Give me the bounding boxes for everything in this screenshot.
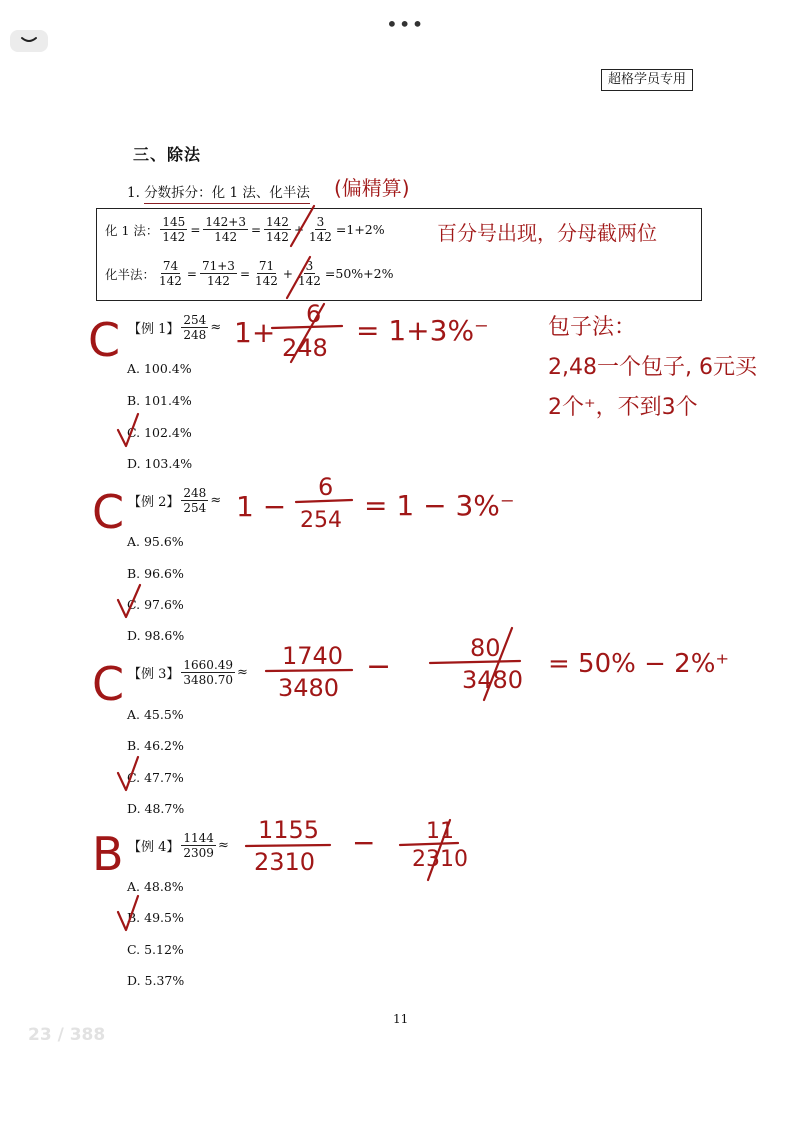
fraction: $\frac{3}{142}$ [297,259,321,288]
checkmark-icon [118,414,138,446]
huaban-label: 化半法： [105,266,156,282]
example-4-question: 【例 4】 $\frac{1144}{2309}$ ≈ [128,831,229,860]
option-c[interactable]: C. 97.6% [127,597,184,612]
option-c[interactable]: C. 102.4% [127,425,192,440]
hw-ex3-den1: 3480 [278,674,340,702]
option-d[interactable]: D. 5.37% [127,973,185,988]
hw-ex4-den2: 2310 [412,847,468,872]
fraction: $\frac{145}{142}$ [162,215,186,244]
hw-answer-2: C [92,485,125,539]
fraction: $\frac{248}{254}$ [183,486,207,515]
hw-answer-3: C [92,657,125,711]
option-b[interactable]: B. 46.2% [127,738,184,753]
hw-answer-1: C [88,313,121,367]
hw-ex3-num1: 1740 [282,642,344,670]
hw-fraction-bar [272,326,342,328]
option-d[interactable]: D. 98.6% [127,628,185,643]
checkmark-icon [118,585,140,617]
hw-ex3-den2: 3480 [462,666,524,694]
hw-fraction-bar [400,843,458,845]
hw-ex1-result: = 1+3%⁻ [356,314,489,347]
hw-side-note-line-3: 2个⁺，不到3个 [548,395,698,420]
fraction: $\frac{71}{142}$ [255,259,278,288]
fraction: $\frac{1144}{2309}$ [183,831,214,860]
fraction: $\frac{142+3}{142}$ [205,215,246,244]
example-3-question: 【例 3】 $\frac{1660.49}{3480.70}$ ≈ [128,658,248,687]
hw-ex2-den: 254 [300,508,342,533]
checkmark-icon [118,757,138,790]
hw-side-note-line-1: 包子法： [548,315,637,340]
example-2-question: 【例 2】 $\frac{248}{254}$ ≈ [128,486,222,515]
option-b[interactable]: B. 101.4% [127,393,192,408]
hw-slash [287,257,310,298]
fraction: $\frac{3}{142}$ [309,215,332,244]
hw-ex1-num: 6 [306,300,322,328]
option-c[interactable]: C. 47.7% [127,770,184,785]
hw-slash [291,206,314,246]
hua1-line: 化 1 法： $\frac{145}{142}$ = $\frac{142+3}{142}$ = $\frac{142}{142}$ + $\frac{3}{142}$ =1+2% [105,215,385,244]
hw-ex4-num1: 1155 [258,816,320,844]
fraction: $\frac{74}{142}$ [159,259,182,288]
hw-fraction-bar [246,845,330,846]
hw-method-note: 百分号出现，分母截两位 [437,221,657,245]
checkmark-icon [118,896,138,930]
page-number: 11 [393,1012,409,1026]
hw-fraction-bar [296,500,352,502]
option-a[interactable]: A. 45.5% [127,707,184,722]
option-a[interactable]: A. 48.8% [127,879,184,894]
option-a[interactable]: A. 95.6% [127,534,184,549]
more-options-button[interactable]: ••• [386,12,425,36]
hw-side-note-line-2: 2,48一个包子, 6元买 [548,355,757,380]
hw-fraction-bar [266,670,352,671]
fraction: $\frac{254}{248}$ [183,313,207,342]
hw-ex3-minus: − [366,649,392,684]
hw-ex2-num: 6 [318,473,334,501]
option-d[interactable]: D. 48.7% [127,801,185,816]
hua1-label: 化 1 法： [105,222,159,238]
hw-subtitle-note: (偏精算) [334,176,410,200]
hw-ex4-minus: − [352,826,376,859]
option-b[interactable]: B. 49.5% [127,910,184,925]
hua1-result: =1+2% [335,222,385,237]
fraction: $\frac{71+3}{142}$ [201,259,235,288]
option-c[interactable]: C. 5.12% [127,942,184,957]
hw-ex1-lead: 1+ [234,316,276,349]
hw-fraction-bar [430,661,520,663]
hw-ex4-den1: 2310 [254,848,316,876]
section-title: 三、除法 [133,145,202,164]
hw-answer-4: B [92,827,124,881]
hw-ex4-num2: 11 [426,819,454,844]
example-1-question: 【例 1】 $\frac{254}{248}$ ≈ [128,313,222,342]
hw-ex2-lead: 1 − [236,490,287,523]
hw-ex2-result: = 1 − 3%⁻ [364,489,515,522]
hw-ex3-result: = 50% − 2%⁺ [548,649,730,679]
hw-ex1-den: 248 [282,334,328,362]
huaban-line: 化半法： $\frac{74}{142}$ = $\frac{71+3}{142}$ = $\frac{71}{142}$ + $\frac{3}{142}$ =50%+2% [105,259,394,288]
page-counter: 23 / 388 [28,1025,106,1045]
huaban-result: =50%+2% [324,266,394,281]
hw-ex3-num2: 80 [470,634,501,662]
subsection-number: 1. [127,185,140,201]
option-b[interactable]: B. 96.6% [127,566,184,581]
subsection-label: 分数拆分：化 1 法、化半法 [144,185,310,204]
option-d[interactable]: D. 103.4% [127,456,193,471]
header-tag: 超格学员专用 [601,69,693,91]
fraction: $\frac{142}{142}$ [266,215,289,244]
fraction: $\frac{1660.49}{3480.70}$ [183,658,234,687]
option-a[interactable]: A. 100.4% [127,361,192,376]
